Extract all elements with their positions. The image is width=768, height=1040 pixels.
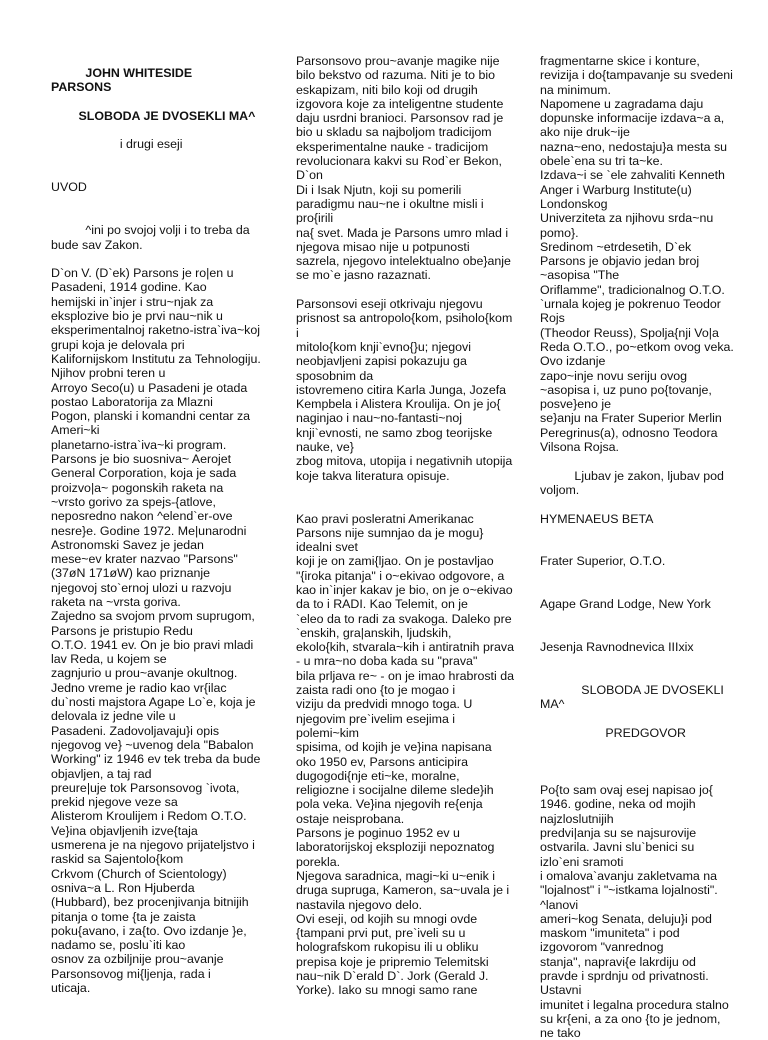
text-line: osniva~a L. Ron Hjuberda xyxy=(51,880,195,895)
text-line: eksperimentalne nauke - tradicijom xyxy=(296,139,489,154)
text-line: JOHN WHITESIDE xyxy=(51,66,193,80)
text-column-left xyxy=(51,66,276,995)
text-line: daju usrdni branioci. Parsonsov rad je xyxy=(296,111,504,126)
text-line: usmerena je na njegovo prijateljstvo i xyxy=(51,838,255,853)
text-line: su kr{eni, a za ono {to je jednom, xyxy=(540,1011,721,1026)
text-line: Ve}ina objavljenih izve{taja xyxy=(51,823,198,838)
text-line: O.T.O. 1941 ev. On je bio pravi mladi xyxy=(51,637,254,652)
text-line: `urnala kojeg je pokrenuo Teodor xyxy=(540,297,721,312)
text-line: njegova misao nije u potpunosti xyxy=(296,239,470,254)
text-line: fragmentarne skice i konture, xyxy=(540,54,700,68)
text-line: Parsonsovi eseji otkrivaju njegovu xyxy=(296,297,483,312)
text-line: nau~nik D`erald D`. Jork (Gerald J. xyxy=(296,969,489,983)
text-line: izlo`eni sramoti xyxy=(540,854,624,869)
text-line: dopunske informacije izdava~a a, xyxy=(540,111,725,126)
text-line: druga supruga, Kameron, sa~uvala je i xyxy=(296,883,510,898)
text-line: preure|uje tok Parsonsovog `ivota, xyxy=(51,780,240,795)
text-line: eksplozive bio je prvi nau~nik u xyxy=(51,309,223,324)
blank-line xyxy=(540,626,765,640)
text-line: {tampani prvi put, pre`iveli su u xyxy=(296,926,466,941)
text-line: Ovi eseji, od kojih su mnogi ovde xyxy=(296,911,478,926)
text-line: eskapizam, niti bilo koji od drugih xyxy=(296,82,478,97)
text-line: Di i Isak Njutn, koji su pomerili xyxy=(296,182,462,197)
text-line: izgovora koje za inteligentne studente xyxy=(296,96,504,111)
text-line: D`on V. (D`ek) Parsons je ro|en u xyxy=(51,266,234,281)
text-line: "lojalnost" i "~istkama lojalnosti". xyxy=(540,883,718,898)
text-line: (Hubbard), bez procenjivanja bitnijih xyxy=(51,895,249,910)
text-line: i drugi eseji xyxy=(51,137,183,152)
text-line: proizvo|a~ pogonskih raketa na xyxy=(51,480,224,495)
text-line: holografskom rukopisu ili u obliku xyxy=(296,940,479,955)
text-line: obele`ena su tri ta~ke. xyxy=(540,154,663,169)
text-line: imunitet i legalna procedura stalno xyxy=(540,997,729,1012)
text-line: sazrela, njegovo intelektualno obe}anje xyxy=(296,254,511,269)
text-line: SLOBODA JE DVOSEKLI MA^ xyxy=(51,108,256,123)
text-line: Njihov probni teren u xyxy=(51,366,166,381)
text-line: se}anju na Frater Superior Merlin xyxy=(540,411,722,426)
blank-line xyxy=(540,583,765,597)
text-line: Parsons je bio suosniva~ Aerojet xyxy=(51,452,232,467)
text-line: delovala iz jedne vile u xyxy=(51,709,176,724)
text-line: ~asopisa "The xyxy=(540,268,620,283)
text-line: Reda O.T.O., po~etkom ovog veka. xyxy=(540,339,734,354)
text-line: osnov za ozbiljnije prou~avanje xyxy=(51,952,224,967)
text-line: koji je on zami{ljao. On je postavljao xyxy=(296,554,494,569)
text-line: Londonskog xyxy=(540,196,608,211)
text-line: dugogodi{nje eti~ke, moralne, xyxy=(296,768,460,783)
text-line: pola veka. Ve}ina njegovih re{enja xyxy=(296,797,483,812)
text-line: se mo`e jasno razaznati. xyxy=(296,268,431,283)
text-line: Parsons je pristupio Redu xyxy=(51,623,193,638)
blank-line xyxy=(51,252,276,266)
text-line: Parsons nije sumnjao da je mogu} xyxy=(296,525,484,540)
text-column-middle xyxy=(296,54,521,998)
text-line: - u mra~no doba kada su "prava" xyxy=(296,654,478,669)
text-line: Working" iz 1946 ev tek treba da bude xyxy=(51,752,261,767)
text-line: Jedno vreme je radio kao vr{ilac xyxy=(51,680,227,695)
text-line: `enskih, gra|anskih, ljudskih, xyxy=(296,625,452,640)
text-line: Parsons je poginuo 1952 ev u xyxy=(296,826,460,841)
text-line: revolucionara kakvi su Rod`er Bekon, xyxy=(296,154,502,169)
text-line: paradigmu nau~ne i okultne misli i xyxy=(296,196,484,211)
text-line: posve}eno je xyxy=(540,397,611,412)
text-line: grupi koja je delovala pri xyxy=(51,337,185,352)
text-line: neobjavljeni zapisi pokazuju ga xyxy=(296,354,467,369)
text-line: `eleo da to radi za svakoga. Daleko pre xyxy=(296,611,512,626)
text-line: polemi~kim xyxy=(296,725,360,740)
text-line: Kalifornijskom Institutu za Tehnologiju. xyxy=(51,351,261,366)
text-line: viziju da predvidi mnogo toga. U xyxy=(296,697,473,712)
blank-line xyxy=(540,654,765,668)
text-line: prekid njegove veze sa xyxy=(51,795,178,810)
text-line: Sredinom ~etrdesetih, D`ek xyxy=(540,239,692,254)
text-line: na minimum. xyxy=(540,82,611,97)
blank-line xyxy=(51,123,276,137)
text-line: nastavila njegovo delo. xyxy=(296,897,423,912)
blank-line xyxy=(51,166,276,180)
text-line: neposredno nakon ^elend`er-ove xyxy=(51,509,233,524)
text-line: njegovim pre`ivelim esejima i xyxy=(296,711,456,726)
text-line: prisnost sa antropolo{kom, psiholo{kom xyxy=(296,311,513,326)
text-line: Napomene u zagradama daju xyxy=(540,96,704,111)
text-line: General Corporation, koja je sada xyxy=(51,466,237,481)
blank-line xyxy=(296,497,521,511)
text-line: raketa na ~vrsta goriva. xyxy=(51,594,181,609)
text-line: istovremeno citira Karla Junga, Jozefa xyxy=(296,382,507,397)
text-line: D`on xyxy=(296,168,323,183)
text-line: Crkvom (Church of Scientology) xyxy=(51,866,227,881)
text-line: Kempbela i Alistera Kroulija. On je jo{ xyxy=(296,397,501,412)
text-line: Arroyo Seco(u) u Pasadeni je otada xyxy=(51,380,248,395)
text-line: Rojs xyxy=(540,311,565,326)
text-line: najzloslutnijih xyxy=(540,811,614,826)
text-line: nazna~eno, nedostaju}a mesta su xyxy=(540,139,728,154)
text-line: bila prljava re~ - on je imao hrabrosti da xyxy=(296,668,514,683)
text-line: izgovorom "vanrednog xyxy=(540,940,664,955)
text-line: Zajedno sa svojom prvom suprugom, xyxy=(51,609,255,624)
text-line: mese~ev krater nazvao "Parsons" xyxy=(51,552,238,567)
text-line: pravde i sprdnju od privatnosti. xyxy=(540,969,709,983)
text-line: Agape Grand Lodge, New York xyxy=(540,597,711,612)
text-line: hemijski in`injer i stru~njak za xyxy=(51,294,214,309)
blank-line xyxy=(540,740,765,754)
text-line: PREDGOVOR xyxy=(540,725,686,740)
text-line: ostvarila. Javni slu`benici su xyxy=(540,840,695,855)
text-line: ~asopisa i, uz puno po{tovanje, xyxy=(540,382,712,397)
text-line: zaista radi ono {to je mogao i xyxy=(296,683,456,698)
text-line: Jesenja Ravnodnevica IIIxix xyxy=(540,640,694,655)
text-line: Alisterom Kroulijem i Redom O.T.O. xyxy=(51,809,247,824)
text-line: Univerziteta za njihovu srda~nu xyxy=(540,211,714,226)
text-line: MA^ xyxy=(540,697,565,712)
text-line: Pasadeni. Zadovoljavaju}i opis xyxy=(51,723,220,738)
text-line: voljom. xyxy=(540,482,580,497)
text-line: SLOBODA JE DVOSEKLI xyxy=(540,683,724,698)
text-line: bio u skladu sa najboljom tradicijom xyxy=(296,125,492,140)
text-line: ^ini po svojoj volji i to treba da xyxy=(51,223,250,238)
blank-line xyxy=(296,483,521,497)
text-line: Kao pravi posleratni Amerikanac xyxy=(296,511,474,526)
text-line: postao Laboratorija za Mlazni xyxy=(51,394,213,409)
text-line: idealni svet xyxy=(296,540,358,555)
text-line: Ustavni xyxy=(540,983,582,998)
text-line: na{ svet. Mada je Parsons umro mlad i xyxy=(296,225,509,240)
text-line: zagnjurio u prou~avanje okultnog. xyxy=(51,666,238,681)
text-line: bude sav Zakon. xyxy=(51,237,143,252)
text-line: koje takva literatura opisuje. xyxy=(296,468,450,483)
blank-line xyxy=(540,755,765,769)
text-line: Parsons je objavio jedan broj xyxy=(540,254,700,269)
text-line: "{iroka pitanja" i o~ekivao odgovore, a xyxy=(296,568,505,583)
blank-line xyxy=(540,612,765,626)
blank-line xyxy=(296,283,521,297)
text-line: 1946. godine, neka od mojih xyxy=(540,797,696,812)
text-line: HYMENAEUS BETA xyxy=(540,511,654,526)
blank-line xyxy=(51,209,276,223)
text-line: ne tako xyxy=(540,1026,581,1040)
text-line: Yorke). Iako su mnogi samo rane xyxy=(296,983,478,998)
text-line: Peregrinus(a), odnosno Teodora xyxy=(540,425,718,440)
text-line: maskom "imuniteta" i pod xyxy=(540,926,680,941)
text-line: revizija i do{tampavanje su svedeni xyxy=(540,68,733,83)
text-line: Po{to sam ovaj esej napisao jo{ xyxy=(540,783,713,798)
text-line: Pasadeni, 1914 godine. Kao xyxy=(51,280,207,295)
blank-line xyxy=(51,95,276,109)
blank-line xyxy=(540,526,765,540)
text-line: Ljubav je zakon, ljubav pod xyxy=(540,468,724,483)
text-line: oko 1950 ev, Parsons anticipira xyxy=(296,754,468,769)
text-line: bilo bekstvo od razuma. Niti je to bio xyxy=(296,68,496,83)
text-line: i xyxy=(296,325,299,340)
text-line: laboratorijskoj eksploziji nepoznatog xyxy=(296,840,495,855)
text-line: kao in`injer kakav je bio, on je o~ekivao xyxy=(296,582,513,597)
text-line: predvi|anja su se najsurovije xyxy=(540,826,697,841)
blank-line xyxy=(540,540,765,554)
text-line: Parsonsovog mi{ljenja, rada i xyxy=(51,966,211,981)
blank-line xyxy=(540,497,765,511)
text-line: ~vrsto gorivo za spejs-{atlove, xyxy=(51,494,216,509)
text-line: religiozne i socijalne dileme slede}ih xyxy=(296,783,494,798)
text-line: njegovoj sto`ernoj ulozi u razvoju xyxy=(51,580,232,595)
text-line: sposobnim da xyxy=(296,368,374,383)
text-line: Ovo izdanje xyxy=(540,354,606,369)
blank-line xyxy=(51,195,276,209)
text-line: ameri~kog Senata, deluju}i pod xyxy=(540,911,712,926)
text-line: Pogon, planski i komandni centar za xyxy=(51,409,251,424)
text-line: pomo}. xyxy=(540,225,579,240)
text-line: ostaje neisprobana. xyxy=(296,811,405,826)
text-line: planetarno-istra`iva~ki program. xyxy=(51,437,227,452)
text-line: mitolo{kom knji`evno{}u; njegovi xyxy=(296,339,471,354)
text-line: Astronomski Savez je jedan xyxy=(51,537,204,552)
text-line: lav Reda, u kojem se xyxy=(51,652,167,667)
text-line: njegovog ve} ~uvenog dela "Babalon xyxy=(51,737,254,752)
text-line: Izdava~i se `ele zahvaliti Kenneth xyxy=(540,168,725,183)
blank-line xyxy=(51,152,276,166)
text-line: prepisa koje je pripremio Telemitski xyxy=(296,954,489,969)
text-line: Njegova saradnica, magi~ki u~enik i xyxy=(296,868,496,883)
text-line: zapo~inje novu seriju ovog xyxy=(540,368,688,383)
text-line: nesre}e. Godine 1972. Me|unarodni xyxy=(51,523,247,538)
blank-line xyxy=(540,712,765,726)
text-line: i omalova`avanju zakletvama na xyxy=(540,868,718,883)
text-line: knji`evnosti, ne samo zbog teorijske xyxy=(296,425,493,440)
text-line: nadamo se, poslu`iti kao xyxy=(51,938,186,953)
blank-line xyxy=(540,769,765,783)
text-line: nauke, ve} xyxy=(296,440,354,455)
text-line: (37øN 171øW) kao priznanje xyxy=(51,566,211,581)
text-line: Ameri~ki xyxy=(51,423,100,438)
text-column-right xyxy=(540,54,765,1040)
blank-line xyxy=(540,454,765,468)
text-line: pro{irili xyxy=(296,211,334,226)
text-line: da to i RADI. Kao Telemit, on je xyxy=(296,597,468,612)
text-line: ^lanovi xyxy=(540,897,579,912)
text-line: UVOD xyxy=(51,180,87,195)
text-line: du`nosti majstora Agape Lo`e, koja je xyxy=(51,695,256,710)
text-line: stanja", napravi{e lakrdiju od xyxy=(540,954,696,969)
text-line: (Theodor Reuss), Spolja{nji Vo|a xyxy=(540,325,719,340)
text-line: uticaja. xyxy=(51,981,91,995)
text-line: spisima, od kojih je ve}ina napisana xyxy=(296,740,492,755)
text-line: ako nije druk~ije xyxy=(540,125,630,140)
text-line: Anger i Warburg Institute(u) xyxy=(540,182,692,197)
text-line: eksperimentalnoj raketno-istra`iva~koj xyxy=(51,323,261,338)
text-line: porekla. xyxy=(296,854,341,869)
text-line: Frater Superior, O.T.O. xyxy=(540,554,666,569)
text-line: poku{avano, i za{to. Ovo izdanje }e, xyxy=(51,923,247,938)
text-line: Oriflamme", tradicionalnog O.T.O. xyxy=(540,282,725,297)
text-line: PARSONS xyxy=(51,80,112,95)
text-line: naginjao i nau~no-fantasti~noj xyxy=(296,411,463,426)
text-line: pitanja o tome {ta je zaista xyxy=(51,909,196,924)
text-line: raskid sa Sajentolo{kom xyxy=(51,852,184,867)
blank-line xyxy=(540,669,765,683)
text-line: Parsonsovo prou~avanje magike nije xyxy=(296,54,500,68)
text-line: ekolo{kih, stvarala~kih i antiratnih prava xyxy=(296,640,514,655)
text-line: zbog mitova, utopija i negativnih utopija xyxy=(296,454,513,469)
text-line: Vilsona Rojsa. xyxy=(540,440,619,455)
blank-line xyxy=(540,569,765,583)
text-line: objavljen, a taj rad xyxy=(51,766,152,781)
